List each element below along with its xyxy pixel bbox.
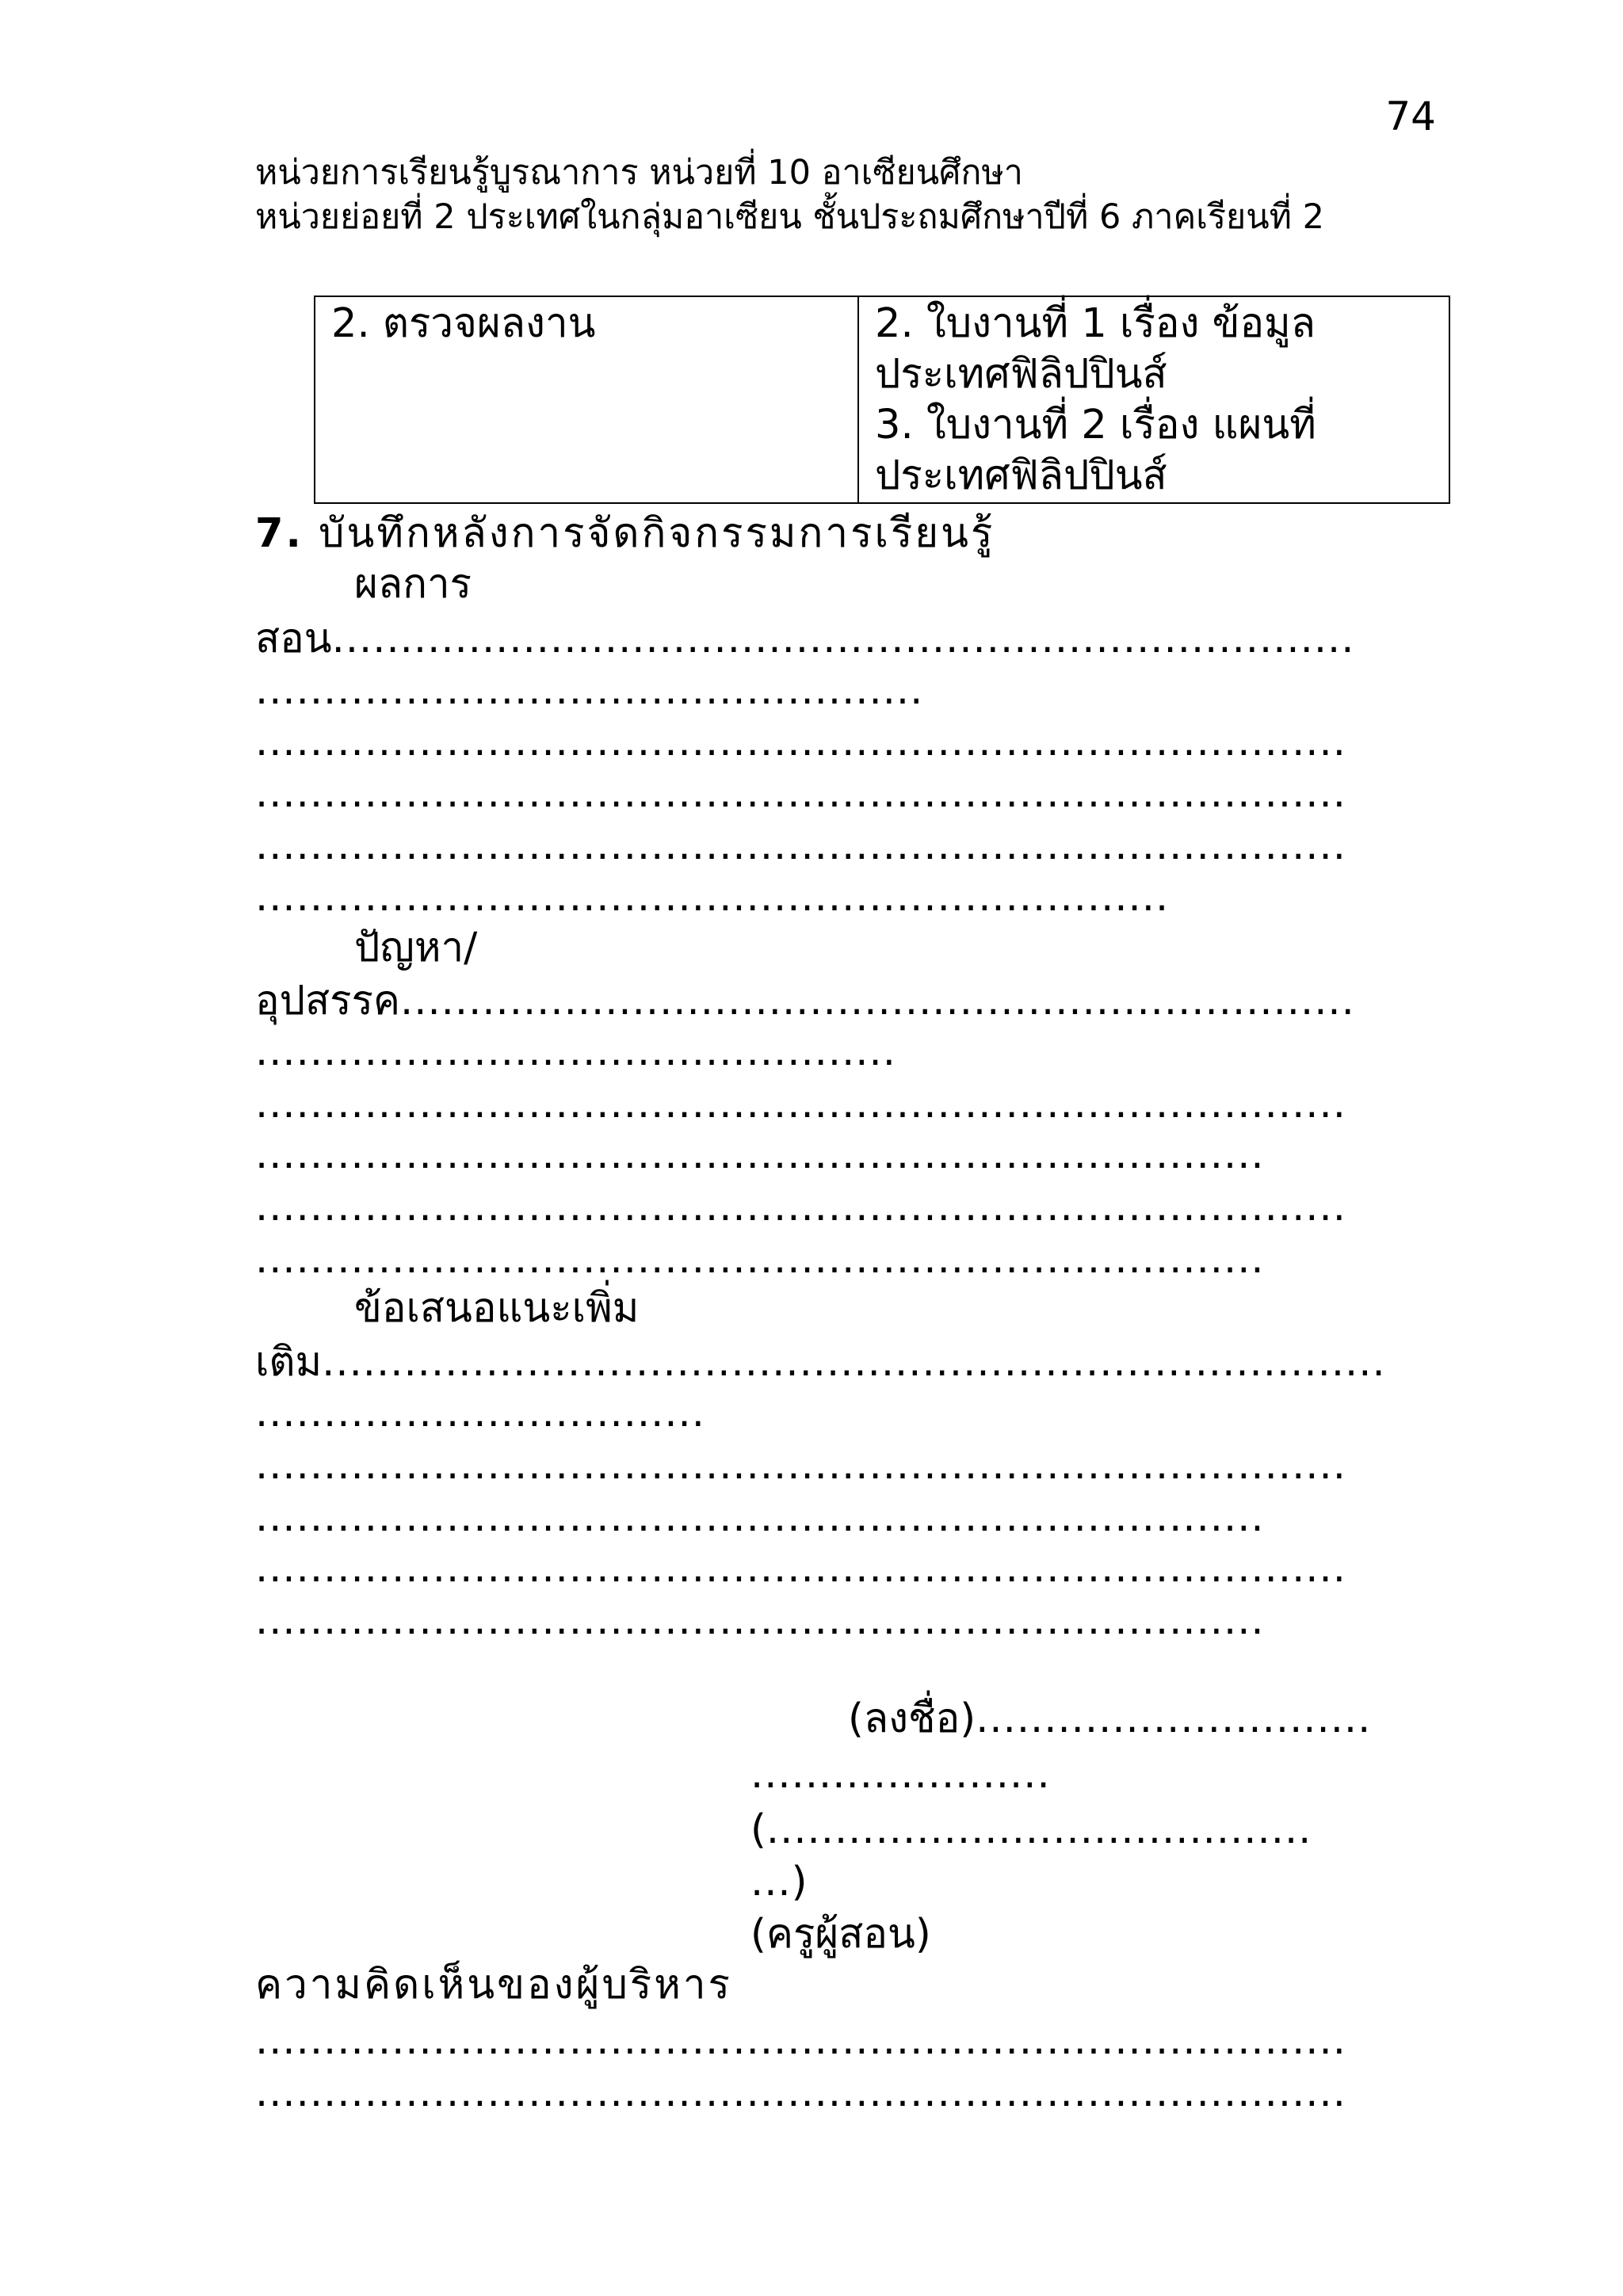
- signature-dots-continued: ......................: [750, 1751, 1051, 1798]
- administrator-title: ความคิดเห็นของผู้บริหาร: [255, 1962, 732, 2008]
- dotted-line: ......................................................................: [400, 978, 1355, 1024]
- signature-line: [848, 1694, 1371, 1745]
- cell-text: 2. ตรวจผลงาน: [331, 300, 596, 347]
- results-line-first: [255, 614, 1354, 665]
- dotted-line: ................................................................................: [255, 1184, 1346, 1230]
- problems-line-start: อุปสรรค: [255, 978, 401, 1024]
- header-line-subunit: หน่วยย่อยที่ 2 ประเทศในกลุ่มอาเซียน ชั้นประถมศึกษาปีที่ 6 ภาคเรียนที่ 2: [255, 197, 1324, 237]
- signature-role: (ครูผู้สอน): [750, 1911, 931, 1958]
- signature-label: (ลงชื่อ): [848, 1695, 976, 1742]
- header-line-unit: หน่วยการเรียนรู้บูรณาการ หน่วยที่ 10 อาเซียนศึกษา: [255, 153, 1023, 193]
- dotted-line: ................................................................................: [255, 1081, 1346, 1127]
- dotted-line: ...............................................: [255, 1028, 896, 1075]
- section-title: [255, 509, 995, 559]
- suggestions-line-first: [255, 1337, 1386, 1388]
- signature-name-close: ...): [750, 1859, 808, 1905]
- dotted-line: ..........................................................................: [255, 1131, 1265, 1178]
- signature-dots: .............................: [976, 1695, 1372, 1742]
- dotted-line: ..........................................................................: [255, 1597, 1265, 1644]
- cell-line: ประเทศฟิลิปปินส์: [875, 452, 1167, 499]
- dotted-line: .................................................: [255, 667, 924, 714]
- table-cell-worksheets: [858, 296, 1449, 503]
- dotted-line: ..........................................................................: [255, 1236, 1265, 1283]
- table-row: [315, 296, 1449, 503]
- problems-line-first: [255, 976, 1355, 1027]
- dotted-line: ................................................................................: [255, 2069, 1346, 2116]
- document-header: [255, 151, 1324, 239]
- results-line-start: สอน: [255, 616, 332, 662]
- dotted-line: ................................................................................: [255, 719, 1346, 765]
- dotted-line: ................................................................................: [255, 1545, 1346, 1592]
- table-cell-assessment: [315, 296, 858, 503]
- dotted-line: ................................................................................: [255, 1442, 1346, 1489]
- resource-table: [314, 296, 1450, 504]
- dotted-line: ................................................................................: [255, 822, 1346, 869]
- results-label: ผลการ: [354, 561, 472, 608]
- signature-name-line: [750, 1805, 1312, 1855]
- dotted-line: .................................: [255, 1390, 705, 1436]
- dotted-line: ...........................................................................: [331, 616, 1355, 662]
- dotted-line: ................................................................................: [255, 2017, 1346, 2064]
- cell-line: ประเทศฟิลิปปินส์: [875, 351, 1167, 398]
- cell-line: 3. ใบงานที่ 2 เรื่อง แผนที่: [875, 402, 1316, 448]
- cell-line: 2. ใบงานที่ 1 เรื่อง ข้อมูล: [875, 300, 1316, 347]
- dotted-line: ..............................................................................: [322, 1339, 1386, 1386]
- section-number: 7.: [255, 510, 304, 557]
- dotted-line: ................................................................................: [255, 770, 1346, 817]
- suggestions-line-start: เติม: [255, 1339, 323, 1386]
- name-dots: ........................................: [766, 1806, 1312, 1853]
- page-number: 74: [1385, 93, 1436, 139]
- problems-label: ปัญหา/: [354, 925, 478, 971]
- dotted-line: ...................................................................: [255, 874, 1170, 921]
- section-title-text: บันทึกหลังการจัดกิจกรรมการเรียนรู้: [303, 510, 995, 557]
- name-open-paren: (: [750, 1806, 766, 1853]
- suggestions-label: ข้อเสนอแนะเพิ่ม: [354, 1285, 640, 1332]
- dotted-line: ..........................................................................: [255, 1494, 1265, 1541]
